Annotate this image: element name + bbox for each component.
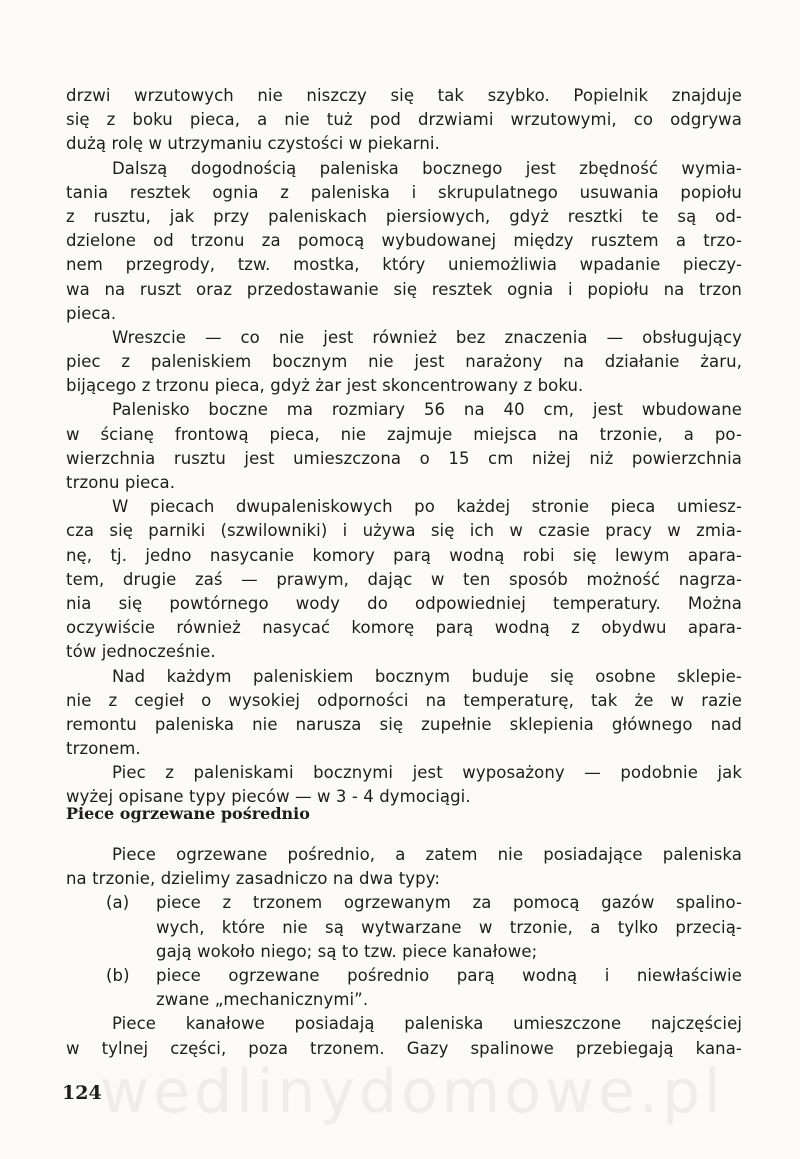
text-line: w ścianę frontową pieca, nie zajmuje miejsca na trzonie, a po- (66, 424, 742, 444)
text-line: cza się parniki (szwilowniki) i używa się ich w czasie pracy w zmia- (66, 521, 742, 541)
paragraph (66, 157, 742, 326)
text-line: dużą rolę w utrzymaniu czystości w piekarni. (66, 134, 440, 154)
text-line: Nad każdym paleniskiem bocznym buduje się osobne sklepie- (112, 666, 742, 686)
text-line: piec z paleniskiem bocznym nie jest narażony na działanie żaru, (66, 352, 742, 372)
text-line: z rusztu, jak przy paleniskach piersiowych, gdyż resztki te są od- (66, 206, 742, 226)
text-line: się z boku pieca, a nie tuż pod drzwiami wrzutowymi, co odgrywa (66, 110, 742, 130)
paragraph (66, 398, 742, 495)
list-item-b (66, 964, 742, 1012)
text-line: gają wokoło niego; są to tzw. piece kanałowe; (156, 941, 538, 961)
list-label: (b) (106, 965, 130, 985)
text-line: wyżej opisane typy pieców — w 3 - 4 dymociągi. (66, 787, 471, 807)
text-line: Dalszą dogodnością paleniska bocznego jest zbędność wymia- (112, 158, 742, 178)
text-line: wa na ruszt oraz przedostawanie się resztek ognia i popiołu na trzon (66, 279, 742, 299)
text-line: tów jednocześnie. (66, 642, 216, 662)
list-item-a (66, 891, 742, 964)
paragraph (66, 761, 742, 809)
text-line: W piecach dwupaleniskowych po każdej stronie pieca umiesz- (112, 497, 742, 517)
section-heading: Piece ogrzewane pośrednio (66, 804, 310, 823)
watermark: wedlinydomowe.pl (100, 1057, 725, 1127)
text-line: pieca. (66, 303, 117, 323)
text-line: Wreszcie — co nie jest również bez znaczenia — obsługujący (112, 327, 742, 347)
text-line: Palenisko boczne ma rozmiary 56 na 40 cm, jest wbudowane (112, 400, 742, 420)
paragraph (66, 84, 742, 157)
paragraph (66, 495, 742, 664)
text-line: trzonu pieca. (66, 473, 176, 492)
text-line: Piece kanałowe posiadają paleniska umieszczone najczęściej (112, 1014, 742, 1034)
text-line: dzielone od trzonu za pomocą wybudowanej między rusztem a trzo- (66, 231, 742, 251)
paragraph (66, 1012, 742, 1060)
text-line: zwane „mechanicznymi”. (156, 990, 369, 1010)
page-number: 124 (62, 1082, 102, 1104)
text-line: nie z cegieł o wysokiej odporności na temperaturę, tak że w razie (66, 690, 742, 710)
list-label: (a) (106, 893, 130, 913)
text-line: tem, drugie zaś — prawym, dając w ten sposób możność nagrza- (66, 569, 742, 589)
text-line: wych, które nie są wytwarzane w trzonie, a tylko przecią- (156, 917, 742, 937)
body-text-upper (66, 84, 742, 810)
text-line: oczywiście również nasycać komorę parą wodną z obydwu apara- (66, 618, 742, 638)
text-line: w tylnej części, poza trzonem. Gazy spalinowe przebiegają kana- (66, 1038, 742, 1058)
text-line: Piec z paleniskami bocznymi jest wyposażony — podobnie jak (112, 763, 742, 783)
text-line: tania resztek ognia z paleniska i skrupulatnego usuwania popiołu (66, 182, 742, 202)
text-line: remontu paleniska nie narusza się zupełnie sklepienia głównego nad (66, 714, 742, 734)
text-line: na trzonie, dzielimy zasadniczo na dwa typy: (66, 869, 441, 889)
body-text-lower (66, 843, 742, 1061)
text-line: drzwi wrzutowych nie niszczy się tak szybko. Popielnik znajduje (66, 86, 742, 105)
text-line: bijącego z trzonu pieca, gdyż żar jest skoncentrowany z boku. (66, 376, 584, 396)
paragraph (66, 665, 742, 762)
text-line: Piece ogrzewane pośrednio, a zatem nie posiadające paleniska (112, 845, 742, 864)
text-line: wierzchnia rusztu jest umieszczona o 15 cm niżej niż powierzchnia (66, 448, 742, 468)
text-line: trzonem. (66, 739, 141, 759)
text-line: nę, tj. jedno nasycanie komory parą wodną robi się lewym apara- (66, 545, 742, 565)
paragraph (66, 843, 742, 891)
paragraph (66, 326, 742, 399)
text-line: piece z trzonem ogrzewanym za pomocą gazów spalino- (156, 893, 742, 913)
text-line: nia się powtórnego wody do odpowiedniej temperatury. Można (66, 593, 742, 613)
text-line: nem przegrody, tzw. mostka, który uniemożliwia wpadanie pieczy- (66, 255, 742, 275)
text-line: piece ogrzewane pośrednio parą wodną i niewłaściwie (156, 965, 742, 985)
